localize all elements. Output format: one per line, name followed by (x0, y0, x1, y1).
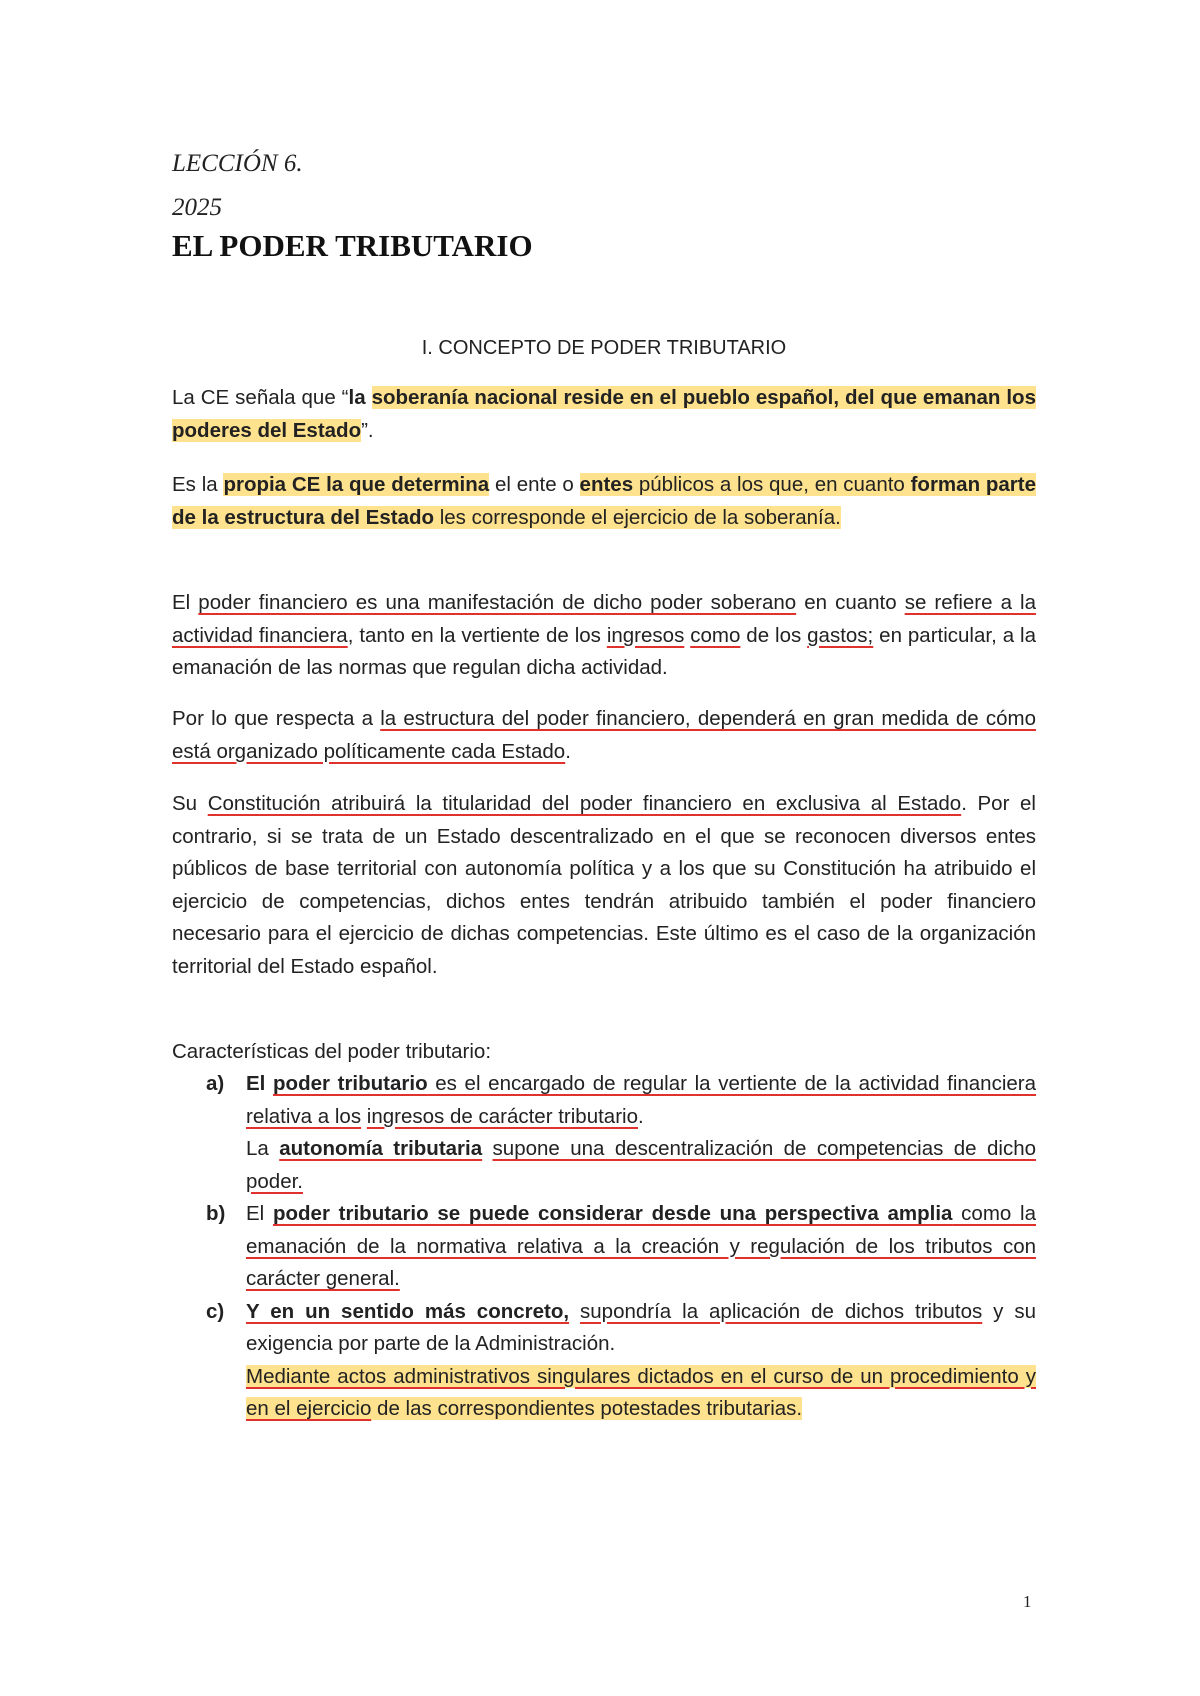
p4-underline: la estructura del poder financiero, dependerá en gran medida de cómo está organizado políticamente cada Estado (172, 707, 1036, 763)
list-marker-a: a) (206, 1072, 225, 1095)
lesson-year: 2025 (172, 194, 222, 221)
paragraph-2 (172, 469, 1036, 534)
paragraph-5 (172, 788, 1036, 983)
p1-text-b: la (348, 386, 372, 409)
p3-text-a: El (172, 591, 199, 614)
page-number: 1 (1023, 1592, 1032, 1611)
p3-underline-4: como (690, 623, 741, 647)
lesson-header (172, 142, 1036, 230)
p1-text-d: ”. (361, 418, 374, 442)
p2-bold-2: entes (579, 473, 634, 496)
characteristics-list (206, 1068, 1036, 1426)
item-b-t2: poder tributario se puede considerar desde una perspectiva amplia (272, 1202, 953, 1225)
p3-text-c: en cuanto (796, 591, 905, 614)
list-marker-c: c) (206, 1299, 225, 1323)
p2-bold-1: propia CE la que determina (223, 473, 490, 496)
lesson-label: LECCIÓN 6. (172, 150, 303, 177)
p4-text-a: Por lo que respecta a (172, 707, 381, 730)
item-c-t1: Y en un sentido más concreto, (246, 1299, 570, 1323)
item-b-t1: El (246, 1202, 273, 1225)
p3-text-e: , tanto en la vertiente de los (347, 623, 607, 647)
section-heading: I. CONCEPTO DE PODER TRIBUTARIO (421, 337, 787, 359)
p2-bold-3: forman parte de la estructura del Estado (172, 473, 1036, 529)
p1-text-a: La CE señala que “ (172, 386, 349, 409)
p2-text-g: les corresponde el ejercicio de la soberanía. (434, 505, 841, 529)
item-c-t6: de las correspondientes potestades tributarias. (371, 1397, 803, 1420)
item-a-t6: ingresos de carácter tributario (366, 1104, 638, 1128)
p4-text-c: . (565, 739, 571, 763)
paragraph-6: Características del poder tributario: (172, 1040, 492, 1063)
paragraph-4 (172, 703, 1036, 768)
p3-underline-1: poder financiero es una manifestación de dicho poder soberano (198, 591, 797, 614)
item-a-t8: La (246, 1137, 280, 1160)
list-item-c (206, 1296, 1036, 1426)
p2-text-a: Es la (172, 473, 224, 496)
p3-underline-5: gastos; (807, 623, 874, 647)
item-a-t3: es el encargado de regular (427, 1072, 695, 1095)
item-c-t3: supondría la aplicación de dichos tributos (580, 1299, 983, 1323)
paragraph-1 (172, 382, 1036, 447)
item-a-t11: supone una descentralización de competencias de dicho poder. (246, 1137, 1036, 1193)
item-a-t9: autonomía tributaria (279, 1137, 483, 1160)
paragraph-3 (172, 587, 1036, 685)
item-a-t7: . (637, 1104, 644, 1128)
item-a-t10 (482, 1137, 492, 1160)
item-c-t4: y su exigencia por parte de la Administración. (246, 1299, 1036, 1355)
p2-text-c: el ente o (489, 473, 580, 496)
p2-text-e: públicos a los que, en cuanto (633, 473, 911, 496)
p1-highlight: soberanía nacional reside en el pueblo español, del que emanan los poderes del Estado (172, 386, 1036, 442)
p5-text-c: . Por el contrario, si se trata de un Estado descentralizado en el que se reconocen diversos entes públicos de base territorial con autonomía política y a los que su Constitución ha atribuido el ejercicio de competencias, dichos entes tendrán atribuido también el poder financiero necesario para el ejercicio de dichas competencias. Este último es el caso de la organización territorial del Estado español. (172, 792, 1036, 978)
p5-text-a: Su (172, 792, 208, 815)
item-b-t3: como la emanación de la normativa relativa a la creación y regulación de los tributos con carácter general. (246, 1202, 1036, 1290)
item-c-t5: Mediante actos administrativos singulares dictados en el curso de un procedimiento y en el ejercicio (246, 1364, 1036, 1420)
item-a-t1: El (246, 1072, 274, 1095)
p3-text-i: de los (740, 623, 808, 647)
document-title: EL PODER TRIBUTARIO (172, 228, 533, 263)
list-marker-b: b) (206, 1202, 226, 1225)
list-item-a (206, 1068, 1036, 1198)
item-a-t2: poder tributario (273, 1072, 428, 1095)
item-c-t2 (569, 1300, 580, 1323)
list-item-b (206, 1198, 1036, 1296)
p3-text-k: en particular, a la emanación de las normas que regulan dicha actividad. (172, 623, 1036, 679)
p5-underline: Constitución atribuirá la titularidad del poder financiero en exclusiva al Estado (207, 792, 962, 815)
item-a-t4: la vertiente de la actividad financiera relativa a los (246, 1072, 1037, 1128)
p3-underline-3: ingresos (606, 623, 685, 647)
p3-underline-2: se refiere a la actividad financiera (172, 591, 1036, 647)
